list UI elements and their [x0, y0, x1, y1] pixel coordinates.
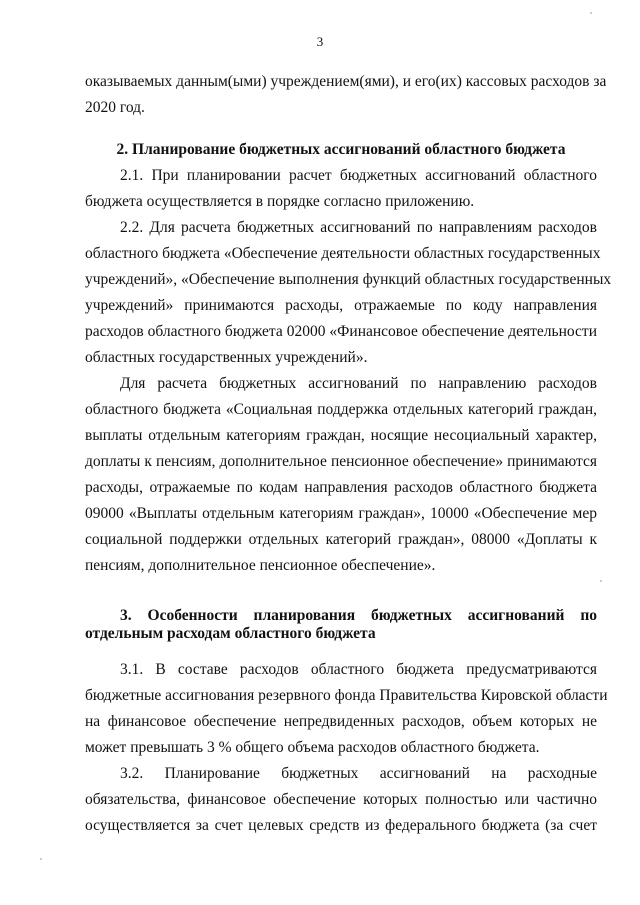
- text-line: обязательства, финансовое обеспечение которых полностью или частично: [85, 791, 597, 808]
- text-line: социальной поддержки отдельных категорий граждан», 08000 «Доплаты к: [85, 531, 597, 548]
- scan-speck: [600, 580, 602, 582]
- text-line: на финансовое обеспечение непредвиденных расходов, объем которых не: [85, 713, 597, 730]
- text-line: 2020 год.: [85, 99, 145, 116]
- text-line: 3.1. В составе расходов областного бюджета предусматриваются: [120, 661, 597, 678]
- text-line: областных государственных учреждений».: [85, 349, 368, 366]
- text-line: выплаты отдельным категориям граждан, носящие несоциальный характер,: [85, 427, 597, 444]
- text-line: может превышать 3 % общего объема расходов областного бюджета.: [85, 739, 540, 756]
- text-line: Для расчета бюджетных ассигнований по направлению расходов: [120, 375, 597, 392]
- section-heading: отдельным расходам областного бюджета: [85, 625, 376, 642]
- text-line: бюджетные ассигнования резервного фонда Правительства Кировской области: [85, 687, 608, 704]
- text-line: областного бюджета «Обеспечение деятельности областных государственных: [85, 245, 601, 262]
- text-line: 3.2. Планирование бюджетных ассигнований на расходные: [120, 765, 597, 782]
- text-line: областного бюджета «Социальная поддержка отдельных категорий граждан,: [85, 401, 597, 418]
- text-line: бюджета осуществляется в порядке согласно приложению.: [85, 193, 475, 210]
- text-line: учреждений» принимаются расходы, отражаемые по коду направления: [85, 297, 597, 314]
- text-line: расходы, отражаемые по кодам направления расходов областного бюджета: [85, 479, 597, 496]
- text-line: осуществляется за счет целевых средств из федерального бюджета (за счет: [85, 817, 597, 834]
- text-line: оказываемых данным(ыми) учреждением(ями), и его(их) кассовых расходов за: [85, 73, 607, 90]
- page-number: 3: [316, 34, 324, 49]
- text-line: 2.2. Для расчета бюджетных ассигнований по направлениям расходов: [120, 219, 597, 236]
- text-line: доплаты к пенсиям, дополнительное пенсионное обеспечение» принимаются: [85, 453, 597, 470]
- text-line: пенсиям, дополнительное пенсионное обеспечение».: [85, 557, 436, 574]
- scan-speck: [590, 12, 592, 14]
- section-heading: 2. Планирование бюджетных ассигнований областного бюджета: [116, 141, 566, 158]
- text-line: 2.1. При планировании расчет бюджетных ассигнований областного: [120, 167, 597, 184]
- text-line: учреждений», «Обеспечение выполнения функций областных государственных: [85, 271, 612, 288]
- text-line: расходов областного бюджета 02000 «Финансовое обеспечение деятельности: [85, 323, 597, 340]
- scan-speck: [40, 858, 42, 860]
- text-line: 09000 «Выплаты отдельным категориям граждан», 10000 «Обеспечение мер: [85, 505, 597, 522]
- section-heading: 3. Особенности планирования бюджетных ассигнований по: [120, 607, 597, 624]
